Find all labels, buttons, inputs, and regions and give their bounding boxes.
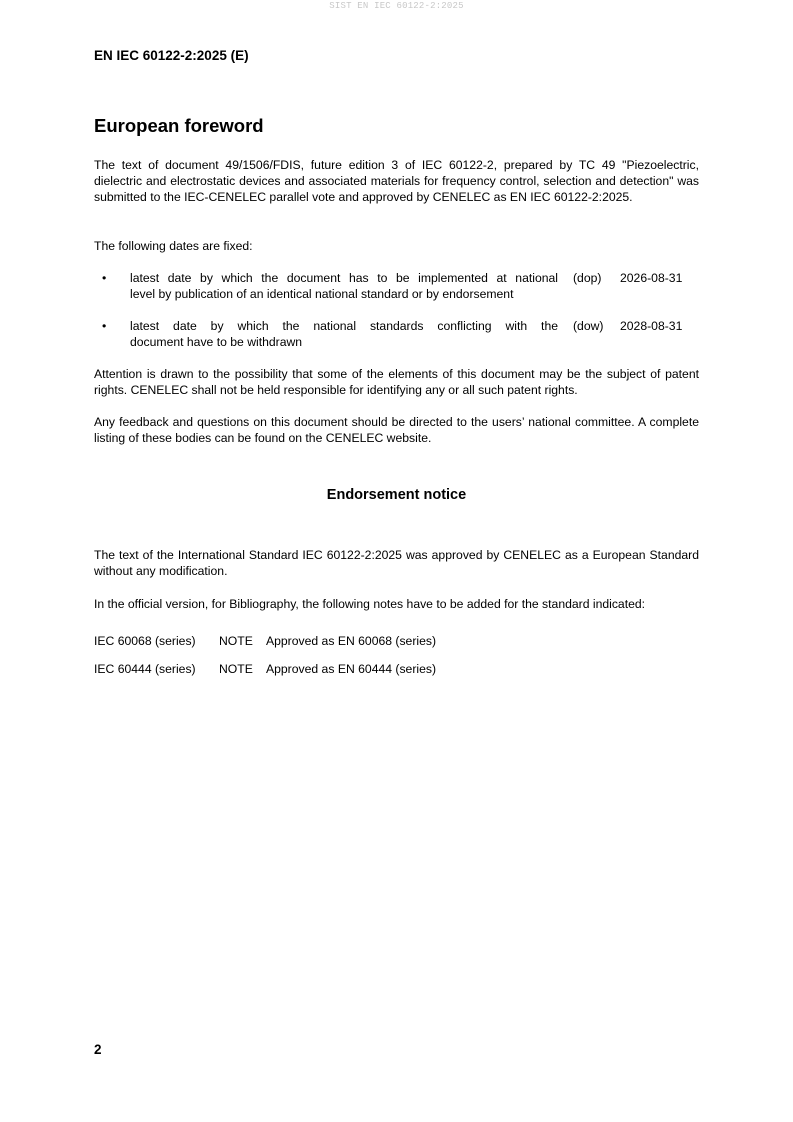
- date-code: (dop): [573, 271, 602, 285]
- foreword-intro-paragraph: The text of document 49/1506/FDIS, future edition 3 of IEC 60122-2, prepared by TC 49 "Piezoelectric, dielectric and electrostatic devices and associated materials for frequency control, selection and detection" was submitted to the IEC-CENELEC parallel vote and approved by CENELEC as EN IEC 60122-2:2025.: [94, 158, 699, 204]
- date-code: (dow): [573, 319, 604, 333]
- patent-notice-paragraph: Attention is drawn to the possibility that some of the elements of this document may be the subject of patent rights. CENELEC shall not be held responsible for identifying any or all such patent rights.: [94, 367, 699, 397]
- date-value: 2028-08-31: [620, 319, 683, 333]
- foreword-heading: European foreword: [94, 115, 264, 136]
- endorsement-heading: Endorsement notice: [326, 487, 467, 503]
- note-text: Approved as EN 60068 (series): [266, 634, 437, 648]
- date-item-description: latest date by which the document has to be implemented at national level by publication of an identical national standard or by endorsement: [130, 271, 558, 301]
- bullet-icon: •: [102, 319, 107, 333]
- note-text: Approved as EN 60444 (series): [266, 662, 437, 676]
- dates-intro: The following dates are fixed:: [94, 239, 253, 253]
- page-number: 2: [94, 1042, 102, 1057]
- document-id-header: EN IEC 60122-2:2025 (E): [94, 48, 249, 63]
- note-reference: IEC 60444 (series): [94, 662, 196, 676]
- watermark: SIST EN IEC 60122-2:2025: [329, 1, 464, 11]
- date-value: 2026-08-31: [620, 271, 683, 285]
- feedback-paragraph: Any feedback and questions on this document should be directed to the users’ national committee. A complete listing of these bodies can be found on the CENELEC website.: [94, 415, 699, 445]
- date-item-description: latest date by which the national standards conflicting with the document have to be withdrawn: [130, 319, 558, 349]
- note-label: NOTE: [219, 634, 253, 648]
- bullet-icon: •: [102, 271, 107, 285]
- bibliography-intro: In the official version, for Bibliography, the following notes have to be added for the standard indicated:: [94, 597, 646, 611]
- note-label: NOTE: [219, 662, 253, 676]
- endorsement-paragraph: The text of the International Standard IEC 60122-2:2025 was approved by CENELEC as a European Standard without any modification.: [94, 548, 699, 578]
- note-reference: IEC 60068 (series): [94, 634, 196, 648]
